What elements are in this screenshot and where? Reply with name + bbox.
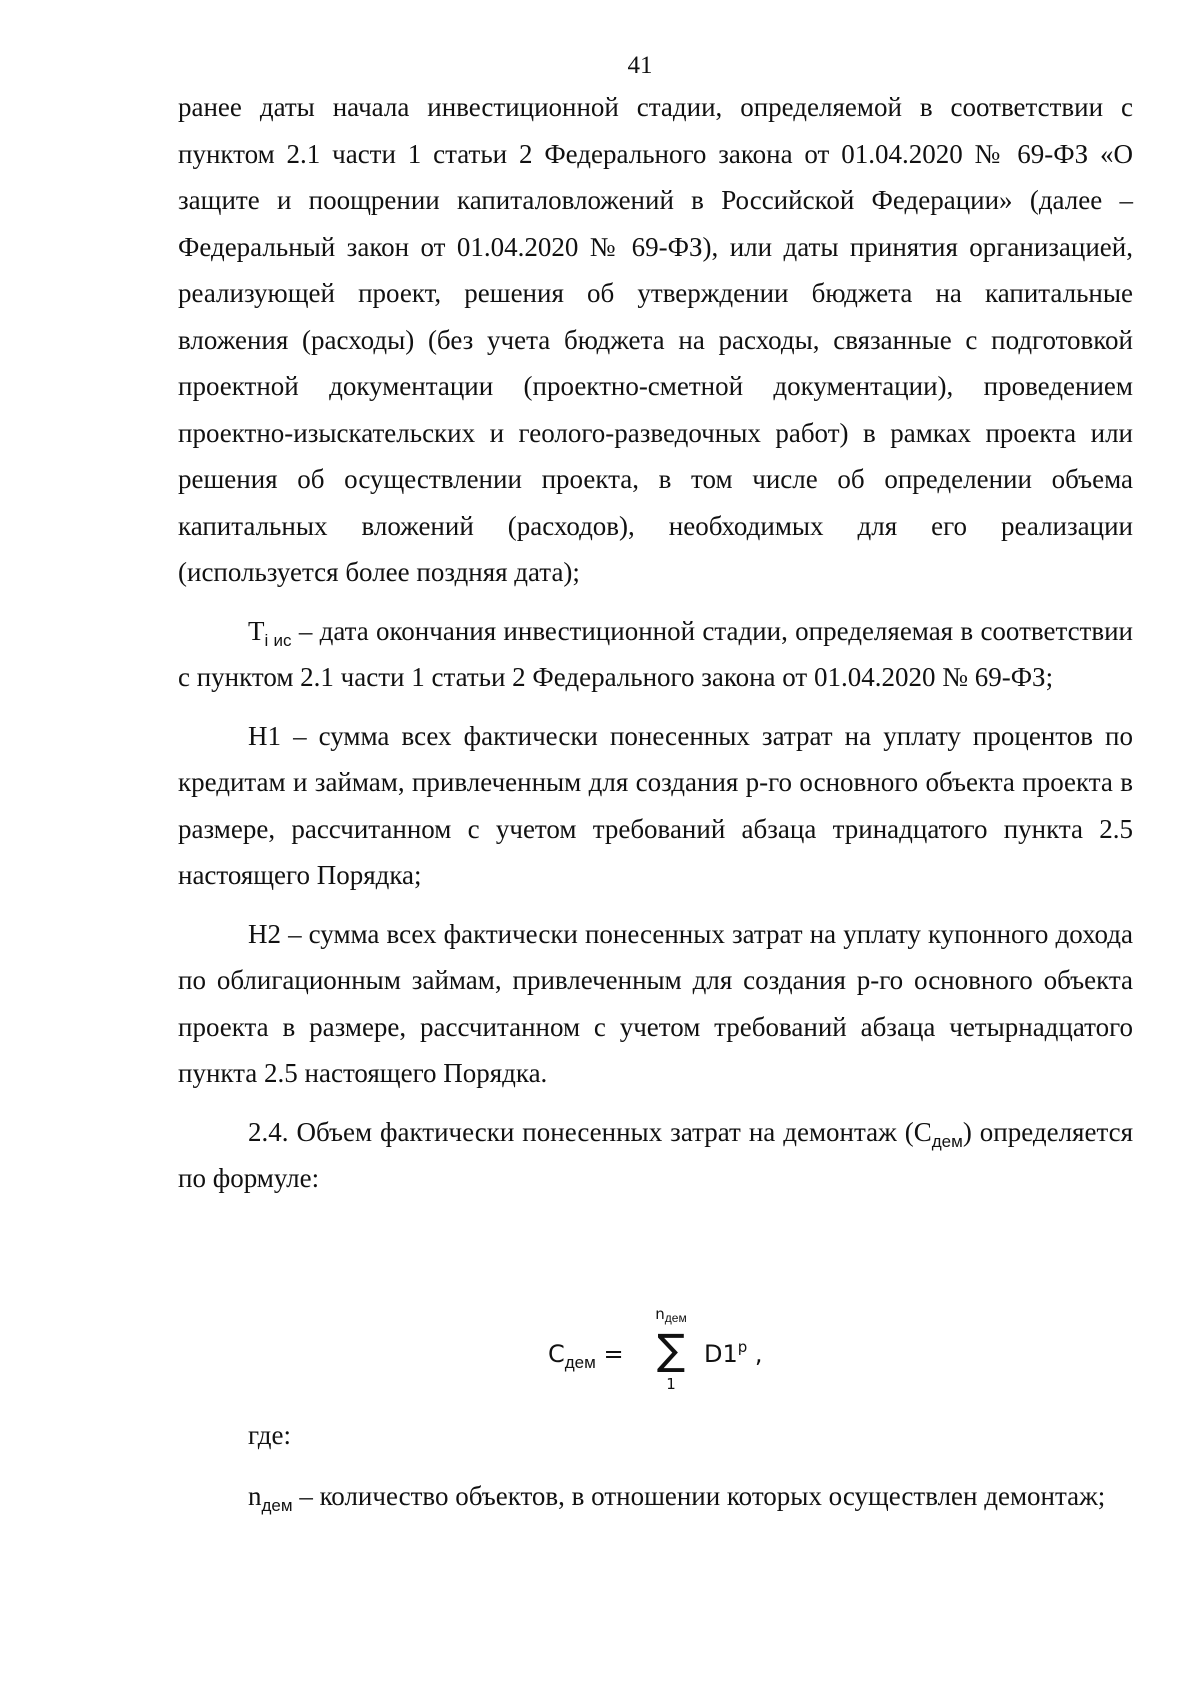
paragraph-2 <box>178 608 1133 701</box>
page-number: 41 <box>627 52 653 79</box>
sum-upper-limit <box>648 1300 694 1328</box>
where-label: где: <box>248 1420 291 1450</box>
formula-lhs-subscript: дем <box>564 1353 596 1372</box>
paragraph-5-subscript: дем <box>931 1131 963 1151</box>
definition-block <box>178 1473 1133 1520</box>
formula-rhs-tail: , <box>747 1340 763 1368</box>
definition-text: – количество объектов, в отношении которых осуществлен демонтаж; <box>292 1481 1106 1511</box>
definition-n-dem <box>178 1473 1133 1520</box>
sum-upper-subscript: дем <box>664 1311 687 1325</box>
symbol-t-subscript: i ис <box>264 630 292 650</box>
paragraph-5-after: ) определяется по формуле: <box>178 1116 1133 1193</box>
paragraph-2-text: – дата окончания инвестиционной стадии, определяемая в соответствии с пунктом 2.1 части 1 статьи 2 Федерального закона от 01.04.2020 № 69-ФЗ; <box>178 615 1133 692</box>
formula-equals: = <box>595 1340 624 1368</box>
formula-rhs <box>704 1340 763 1368</box>
formula-lhs-symbol: C <box>548 1340 565 1368</box>
paragraph-5-text: 2.4. Объем фактически понесенных затрат на демонтаж (С <box>248 1116 932 1147</box>
formula-lhs <box>548 1340 624 1372</box>
paragraph-3: Н1 – сумма всех фактически понесенных затрат на уплату процентов по кредитам и займам, привлеченным для создания р-го основного объекта проекта в размере, рассчитанном с учетом требований абзаца тринадцатого пункта 2.5 настоящего Порядка; <box>178 720 1133 890</box>
paragraph-5 <box>178 1109 1133 1202</box>
definition-subscript: дем <box>261 1496 293 1515</box>
formula-sum <box>648 1300 694 1396</box>
definition-symbol: n <box>248 1481 262 1511</box>
symbol-t: T <box>248 615 265 646</box>
formula-rhs-symbol: D1 <box>704 1340 738 1368</box>
formula-rhs-superscript: p <box>737 1338 748 1356</box>
sum-lower-limit: 1 <box>666 1375 676 1393</box>
sigma-icon: ∑ <box>656 1325 686 1374</box>
paragraph-4: Н2 – сумма всех фактически понесенных затрат на уплату купонного дохода по облигационным займам, привлеченным для создания р-го основного объекта проекта в размере, рассчитанном с учетом требований абзаца четырнадцатого пункта 2.5 настоящего Порядка. <box>178 918 1133 1088</box>
body-text <box>178 84 1133 1202</box>
paragraph-1: ранее даты начала инвестиционной стадии, определяемой в соответствии с пунктом 2.1 части 1 статьи 2 Федерального закона от 01.04.2020 № 69-ФЗ «О защите и поощрении капиталовложений в Российской Федерации» (далее – Федеральный закон от 01.04.2020 № 69-ФЗ), или даты принятия организацией, реализующей проект, решения об утверждении бюджета на капитальные вложения (расходы) (без учета бюджета на расходы, связанные с подготовкой проектной документации (проектно-сметной документации), проведением проектно-изыскательских и геолого-разведочных работ) в рамках проекта или решения об осуществлении проекта, в том числе об определении объема капитальных вложений (расходов), необходимых для его реализации (используется более поздняя дата); <box>178 92 1133 587</box>
sum-upper-symbol: n <box>655 1305 665 1323</box>
